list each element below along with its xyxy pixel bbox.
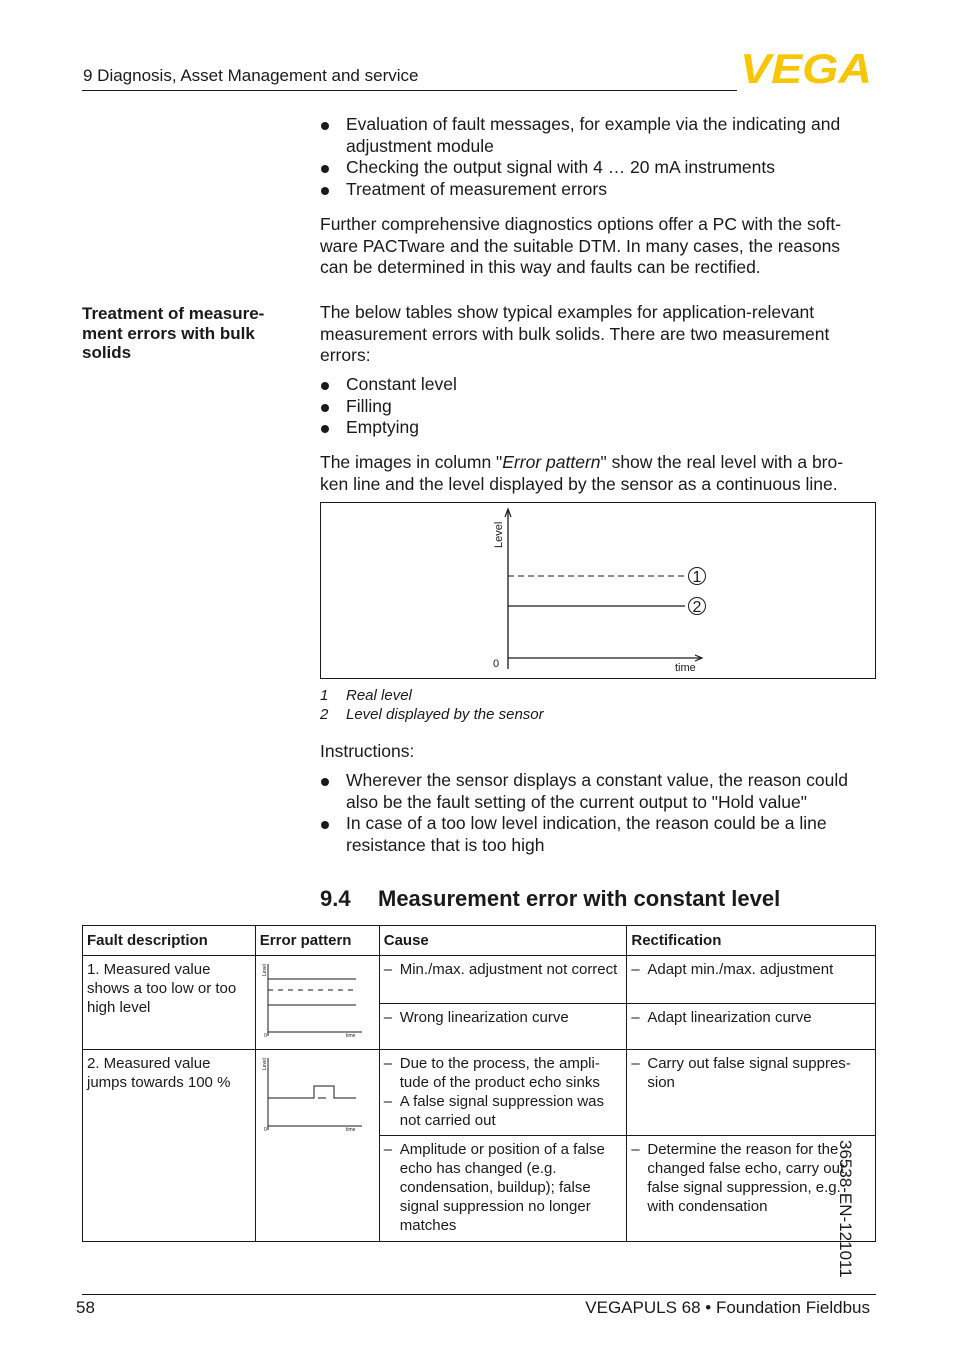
mini-origin-label: 0 [263, 1033, 267, 1039]
table-row [83, 956, 876, 1004]
callout-2: 2 [692, 599, 702, 616]
fault-description: 1. Measured value shows a too low or too high level [83, 956, 256, 1050]
mini-y-label: Level [261, 1058, 268, 1070]
legend-item-1: 1 Real level [320, 687, 412, 704]
mini-y-label: Level [261, 964, 268, 976]
error-pattern-chart-2 [261, 1056, 364, 1133]
list-item: Emptying [320, 417, 865, 439]
instructions-label: Instructions: [320, 741, 415, 761]
logo-text: VEGA [740, 45, 872, 92]
cause-cell: – Wrong linearization curve [379, 1004, 627, 1050]
tables-paragraph: The below tables show typical examples for application-relevant measurement errors with bulk solids. There are two measurement errors: [320, 302, 830, 365]
instructions-list [320, 770, 865, 856]
list-item: Treatment of measurement errors [320, 179, 865, 201]
header-cause: Cause [379, 926, 627, 956]
header-rectification: Rectification [627, 926, 876, 956]
intro-bullet-list [320, 114, 865, 200]
section-title: 9.4 Measurement error with constant level [320, 886, 781, 911]
y-axis-label: Level [493, 521, 505, 548]
error-pattern-chart-1 [261, 962, 364, 1039]
list-item: Filling [320, 396, 865, 418]
footer-rule [82, 1294, 876, 1295]
table-row [83, 1050, 876, 1136]
error-pattern-cell [255, 956, 379, 1050]
error-pattern-cell [255, 1050, 379, 1242]
rectification-cell: – Carry out false signal suppres-sion [627, 1050, 876, 1136]
error-table [82, 925, 876, 1242]
rectification-cell: – Determine the reason for the changed false echo, carry out false signal suppression, e.g. with condensation [627, 1136, 876, 1242]
cause-cell: – Amplitude or position of a false echo has changed (e.g. condensation, buildup); false signal suppression no longer matches [379, 1136, 627, 1242]
x-axis-label: time [675, 662, 696, 674]
side-heading: Treatment of measure-ment errors with bulk solids [82, 304, 265, 362]
list-item: Constant level [320, 374, 865, 396]
footer-title: VEGAPULS 68 • Foundation Fieldbus [585, 1298, 870, 1317]
level-figure [320, 502, 876, 679]
rectification-cell: – Adapt min./max. adjustment [627, 956, 876, 1004]
table-header-row [83, 926, 876, 956]
error-types-list [320, 374, 865, 439]
list-item: Evaluation of fault messages, for example via the indicating and adjustment module [320, 114, 865, 157]
document-id: 36538-EN-121011 [836, 1140, 855, 1278]
list-item: Checking the output signal with 4 … 20 mA instruments [320, 157, 865, 179]
mini-x-label: time [345, 1127, 356, 1133]
fault-description: 2. Measured value jumps towards 100 % [83, 1050, 256, 1242]
cause-cell: – Due to the process, the ampli-tude of the product echo sinks – A false signal suppression was not carried out [379, 1050, 627, 1136]
intro-paragraph: Further comprehensive diagnostics options offer a PC with the soft-ware PACTware and the suitable DTM. In many cases, the reasons can be determined in this way and faults can be rectified. [320, 214, 842, 277]
mini-x-label: time [345, 1033, 356, 1039]
running-header: 9 Diagnosis, Asset Management and service [83, 66, 419, 85]
header-rule [82, 90, 737, 91]
page-number: 58 [76, 1298, 95, 1317]
header-fault: Fault description [83, 926, 256, 956]
list-item: In case of a too low level indication, the reason could be a line resistance that is too high [320, 813, 865, 856]
images-paragraph: The images in column "Error pattern" show the real level with a bro-ken line and the level displayed by the sensor as a continuous line. [320, 452, 844, 494]
legend-item-2: 2 Level displayed by the sensor [320, 706, 544, 723]
callout-1: 1 [692, 569, 702, 586]
cause-cell: – Min./max. adjustment not correct [379, 956, 627, 1004]
mini-origin-label: 0 [263, 1127, 267, 1133]
origin-label: 0 [493, 658, 500, 670]
header-error-pattern: Error pattern [255, 926, 379, 956]
level-figure-svg [321, 503, 875, 678]
vega-logo [740, 45, 874, 92]
list-item: Wherever the sensor displays a constant value, the reason could also be the fault setting of the current output to "Hold value" [320, 770, 865, 813]
rectification-cell: – Adapt linearization curve [627, 1004, 876, 1050]
